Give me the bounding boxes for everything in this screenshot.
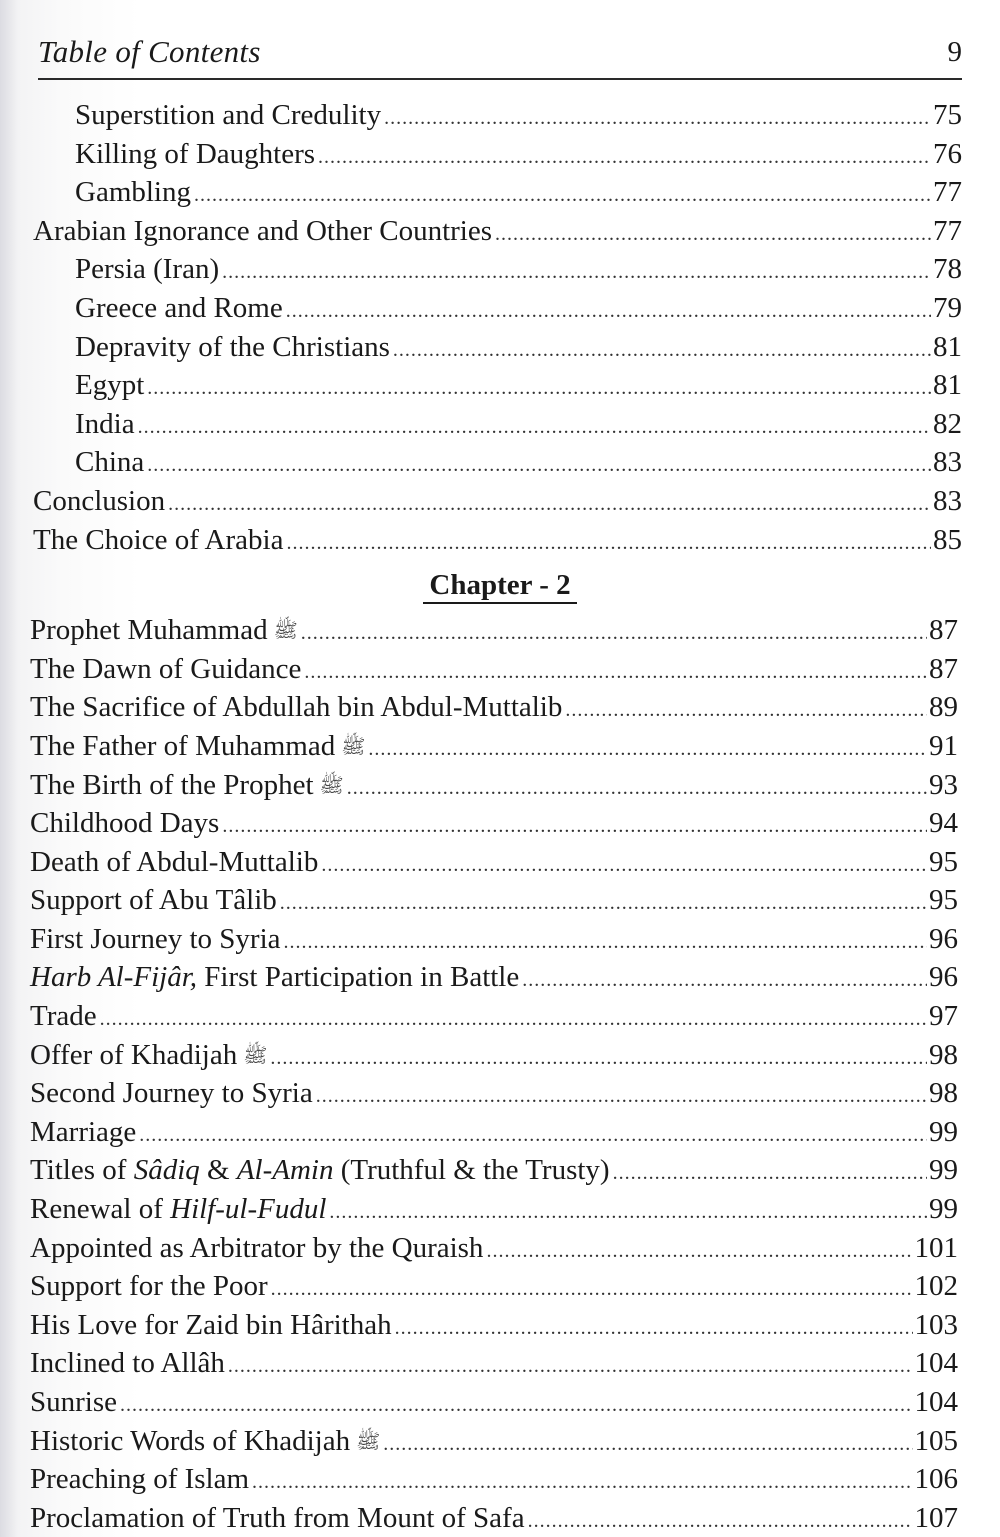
toc-entry[interactable] <box>0 1383 1000 1422</box>
toc-entry[interactable] <box>0 1190 1000 1229</box>
toc-entry-page: 78 <box>933 253 962 286</box>
toc-entries <box>0 96 1000 1537</box>
dot-leader <box>222 807 927 846</box>
toc-entry-title: Support for the Poor <box>30 1270 268 1303</box>
toc-entry-title <box>30 766 347 806</box>
toc-entry-title: Superstition and Credulity <box>75 99 382 131</box>
toc-entry[interactable] <box>0 366 1000 405</box>
toc-entry-page: 81 <box>933 330 962 363</box>
toc-entry-title <box>30 727 368 767</box>
dot-leader <box>565 691 927 730</box>
toc-entry-page: 83 <box>933 484 962 517</box>
toc-entry[interactable] <box>0 650 1000 689</box>
toc-entry-page: 93 <box>929 768 958 801</box>
toc-entry-title: China <box>75 446 145 479</box>
toc-entry-title: Appointed as Arbitrator by the Quraish <box>30 1231 484 1264</box>
toc-entry-page: 77 <box>933 176 962 209</box>
dot-leader <box>100 1000 927 1039</box>
toc-entry[interactable] <box>0 1151 1000 1190</box>
toc-entry-page: 99 <box>929 1193 958 1226</box>
dot-leader <box>321 846 927 885</box>
toc-entry-title: Inclined to Allâh <box>30 1347 225 1380</box>
toc-entry-title: Preaching of Islam <box>30 1463 250 1496</box>
dot-leader <box>383 1425 912 1464</box>
toc-entry-page: 82 <box>933 407 962 440</box>
toc-entry[interactable] <box>0 212 1000 251</box>
toc-entry-title: Conclusion <box>33 484 166 517</box>
toc-entry[interactable] <box>0 881 1000 920</box>
dot-leader <box>138 408 931 447</box>
dot-leader <box>528 1502 913 1537</box>
toc-entry-page: 104 <box>914 1347 958 1380</box>
toc-entry-title: Killing of Daughters <box>75 137 316 170</box>
dot-leader <box>147 446 931 485</box>
toc-entry[interactable] <box>0 958 1000 997</box>
dot-leader <box>286 292 931 331</box>
toc-entry-text: Offer of Khadijah <box>30 1038 238 1071</box>
toc-entry[interactable] <box>0 250 1000 289</box>
toc-entry-page: 81 <box>933 369 962 402</box>
salutation-glyph-icon: ﷺ <box>243 1044 268 1067</box>
toc-entry-text: Renewal of <box>30 1193 171 1226</box>
salutation-glyph-icon: ﷺ <box>273 620 298 643</box>
toc-entry[interactable] <box>0 920 1000 959</box>
toc-entry-title: Marriage <box>30 1115 137 1148</box>
toc-entry-title: Death of Abdul-Muttalib <box>30 845 319 878</box>
dot-leader <box>395 1309 913 1348</box>
toc-entry-page: 77 <box>933 214 962 247</box>
toc-entry-text: First Participation in Battle <box>197 961 520 994</box>
dot-leader <box>495 215 931 254</box>
toc-entry-page: 99 <box>929 1115 958 1148</box>
toc-entry-page: 101 <box>914 1231 958 1264</box>
salutation-glyph-icon: ﷺ <box>319 774 344 797</box>
toc-entry-title: Trade <box>30 1000 97 1033</box>
toc-entry[interactable] <box>0 727 1000 766</box>
dot-leader <box>222 253 931 292</box>
toc-entry-text: Titles of <box>30 1154 134 1187</box>
toc-entry-title: Greece and Rome <box>75 291 283 324</box>
toc-entry-title <box>30 611 301 651</box>
dot-leader <box>316 1077 927 1116</box>
dot-leader <box>486 1232 912 1271</box>
toc-entry[interactable] <box>0 96 1000 135</box>
dot-leader <box>384 99 931 138</box>
toc-entry-title: Second Journey to Syria <box>30 1077 313 1110</box>
salutation-glyph-icon: ﷺ <box>356 1430 381 1453</box>
toc-entry[interactable] <box>0 1422 1000 1461</box>
toc-entry[interactable] <box>0 443 1000 482</box>
toc-entry-italic-text: Al-Amin <box>236 1154 334 1187</box>
toc-entry[interactable] <box>0 1036 1000 1075</box>
toc-entry[interactable] <box>0 1229 1000 1268</box>
toc-entry-page: 79 <box>933 291 962 324</box>
toc-entry-page: 103 <box>914 1308 958 1341</box>
toc-entry-italic-text: Sâdiq <box>133 1154 200 1187</box>
dot-leader <box>613 1154 927 1193</box>
toc-entry-page: 83 <box>933 446 962 479</box>
toc-entry-page: 87 <box>929 614 958 647</box>
toc-entry-title: The Dawn of Guidance <box>30 652 302 685</box>
toc-entry-title <box>30 1151 613 1190</box>
toc-entry-page: 102 <box>914 1270 958 1303</box>
dot-leader <box>270 1039 927 1078</box>
toc-entry-page: 107 <box>914 1501 958 1534</box>
toc-entry[interactable] <box>0 1267 1000 1306</box>
toc-entry-title: His Love for Zaid bin Hârithah <box>30 1308 392 1341</box>
dot-leader <box>304 653 927 692</box>
toc-entry[interactable] <box>0 482 1000 521</box>
toc-entry-page: 76 <box>933 137 962 170</box>
toc-entry-title: Proclamation of Truth from Mount of Safa <box>30 1501 525 1534</box>
dot-leader <box>301 614 927 653</box>
toc-entry-title <box>30 958 522 997</box>
toc-entry-page: 96 <box>929 922 958 955</box>
chapter-heading-label: Chapter - 2 <box>423 568 576 604</box>
toc-entry-page: 105 <box>914 1424 958 1457</box>
toc-entry-page: 95 <box>929 884 958 917</box>
toc-entry-page: 98 <box>929 1038 958 1071</box>
toc-entry[interactable] <box>0 328 1000 367</box>
dot-leader <box>271 1270 913 1309</box>
salutation-glyph-icon: ﷺ <box>341 735 366 758</box>
toc-entry[interactable] <box>0 804 1000 843</box>
toc-entry-page: 97 <box>929 1000 958 1033</box>
toc-entry-title: Egypt <box>75 369 145 402</box>
toc-entry-text: & <box>199 1154 237 1187</box>
toc-entry-title <box>30 1036 270 1076</box>
toc-entry-italic-text: Hilf-ul-Fudul <box>170 1193 327 1226</box>
toc-entry-text: The Father of Muhammad <box>30 729 336 762</box>
toc-entry[interactable] <box>0 843 1000 882</box>
running-header-title: Table of Contents <box>38 34 261 69</box>
toc-entry[interactable] <box>0 1460 1000 1499</box>
toc-entry-title: Persia (Iran) <box>75 253 220 286</box>
toc-entry-title: Arabian Ignorance and Other Countries <box>33 214 493 247</box>
dot-leader <box>286 524 931 563</box>
toc-entry-page: 98 <box>929 1077 958 1110</box>
toc-entry[interactable] <box>0 1074 1000 1113</box>
toc-entry-title: Depravity of the Christians <box>75 330 390 363</box>
dot-leader <box>228 1347 913 1386</box>
toc-entry-title: First Journey to Syria <box>30 922 281 955</box>
toc-entry[interactable] <box>0 405 1000 444</box>
toc-entry-page: 85 <box>933 523 962 556</box>
toc-entry-page: 99 <box>929 1154 958 1187</box>
dot-leader <box>280 884 927 923</box>
toc-entry-page: 75 <box>933 99 962 131</box>
toc-entry-title: Sunrise <box>30 1386 117 1418</box>
toc-entry-title: The Choice of Arabia <box>33 523 284 556</box>
toc-entry-page: 106 <box>914 1463 958 1496</box>
toc-entry-text: (Truthful & the Trusty) <box>333 1154 610 1187</box>
dot-leader <box>522 961 927 1000</box>
page-number: 9 <box>947 36 962 68</box>
toc-entry-page: 104 <box>914 1386 958 1418</box>
toc-entry[interactable] <box>0 135 1000 174</box>
toc-entry-text: The Birth of the Prophet <box>30 768 314 801</box>
chapter-heading <box>0 559 1000 611</box>
toc-entry-title: Support of Abu Tâlib <box>30 884 277 917</box>
toc-entry-title <box>30 1190 329 1229</box>
toc-entry[interactable] <box>0 1499 1000 1537</box>
toc-entry-italic-text: Harb Al-Fijâr, <box>30 961 198 994</box>
toc-entry[interactable] <box>0 766 1000 805</box>
dot-leader <box>368 730 927 769</box>
dot-leader <box>329 1193 927 1232</box>
dot-leader <box>284 923 927 962</box>
dot-leader <box>318 138 931 177</box>
toc-entry-title: Childhood Days <box>30 807 220 840</box>
toc-entry-title: Gambling <box>75 176 191 209</box>
toc-entry-title: The Sacrifice of Abdullah bin Abdul-Muttalib <box>30 691 563 724</box>
dot-leader <box>393 331 931 370</box>
toc-entry[interactable] <box>0 173 1000 212</box>
dot-leader <box>252 1463 912 1502</box>
toc-entry-title: India <box>75 407 135 440</box>
toc-entry[interactable] <box>0 611 1000 650</box>
toc-entry-page: 94 <box>929 807 958 840</box>
toc-entry[interactable] <box>0 1113 1000 1152</box>
toc-entry[interactable] <box>0 1344 1000 1383</box>
running-header <box>38 30 962 80</box>
toc-entry-page: 95 <box>929 845 958 878</box>
toc-entry-page: 91 <box>929 729 958 762</box>
toc-entry[interactable] <box>0 688 1000 727</box>
dot-leader <box>120 1386 913 1425</box>
toc-entry[interactable] <box>0 521 1000 560</box>
toc-entry-page: 89 <box>929 691 958 724</box>
toc-entry-title <box>30 1422 383 1462</box>
dot-leader <box>347 769 927 808</box>
toc-entry[interactable] <box>0 289 1000 328</box>
dot-leader <box>168 485 931 524</box>
toc-entry-text: Prophet Muhammad <box>30 614 268 647</box>
toc-entry-page: 87 <box>929 652 958 685</box>
toc-entry-page: 96 <box>929 961 958 994</box>
dot-leader <box>147 369 931 408</box>
dot-leader <box>139 1116 927 1155</box>
dot-leader <box>194 176 931 215</box>
toc-entry[interactable] <box>0 997 1000 1036</box>
toc-entry-text: Historic Words of Khadijah <box>30 1424 351 1457</box>
toc-entry[interactable] <box>0 1306 1000 1345</box>
